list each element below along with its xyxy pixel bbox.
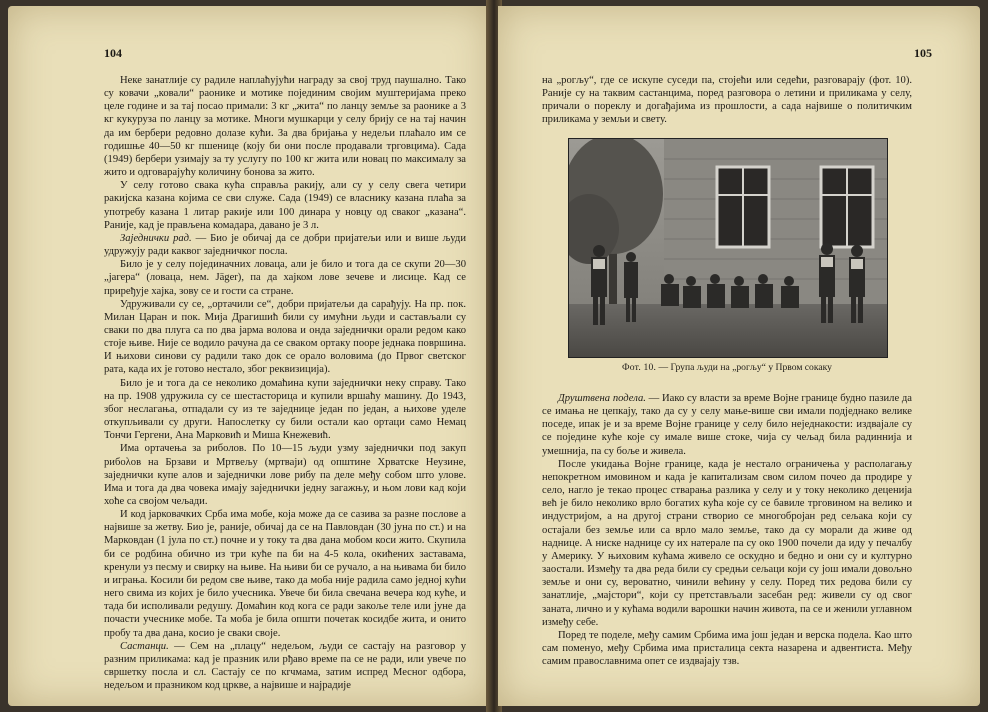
photo-illustration	[569, 139, 887, 357]
left-page	[8, 6, 490, 706]
paragraph-4: Било је у селу појединачних ловаца, али је било и тога да се скупи 20—30 „јагера“ (ловаца, нем. Jäger), па да хајком лове зечеве и лисице. Кад се приређује хајка, зову се и гости са стране.	[104, 259, 466, 297]
paragraph-2: У селу готово свака кућа справља ракију, али су у селу свега четири ракијска казана којима се сви служе. Сада (1949) се власнику казана плаћа за употребу казана 1 литар ракије или 100 динара у новцу од сваког „казана“. Раније, кад је прављена комадара, давано је 3 л.	[104, 180, 466, 231]
section-heading-joint-work: Заједнички рад.	[120, 232, 192, 244]
photo-group-of-men	[568, 138, 888, 358]
right-top-text	[542, 74, 912, 127]
paragraph-1: Неке занатлије су радиле наплаћујући награду за свој труд паушално. Тако су ковачи „ковали“ раонике и мотике појединим својим муштеријама преко целе године и за тај посао примали: 3 кг „жита“ по ланцу земље за раонике а 3 кг кукуруза по ланцу за мотике. Многи мушкарци у селу брију се на тај начин да им бербери редовно долазе кући. За два бријања у недељи плаћало им се годишње 40—50 кг пшенице (коју би они после продавали трговцима). Сада (1949) бербери узимају за ту услугу по 100 кг жита или новац по максималу за жито и одговарајућу количину бонова за жито.	[104, 75, 466, 179]
paragraph-8: И код јарковачких Срба има мобе, која може да се сазива за разне послове а највише за жетву. Био је, раније, обичај да се на Павловдан (30 јуна по ст.) и на Марковдан (1 јула по ст.) почне и у току та два дана мобом коси жито. Скупила би се родбина обично из три куће па би на 4-5 кола, окићених заставама, кренули уз песму и свирку на њиве. На њиви би се ручало, а на њивама би било и играња. Косили би редом све њиве, тако да моба није радила само једној кући него свима из којих је било учесника. Увече би била свечана вечера код куће, и тада би исполивали редушу. Домаћин код кога се ради закоље теле или јуне да почасти учеснике мобе. Та моба је била општи почетак косидбе жита, и онито пробу та два дана, косио је сваки своје.	[104, 509, 466, 639]
continued-paragraph: на „рогљу“, где се искупе суседи па, стојећи или седећи, разговарају (фот. 10). Раније су на таквим састанцима, поред разговора о летини и приликама у селу, причали о пореклу и догађајима из прошлости, а сада највише о политичким приликама у земљи и свету.	[542, 75, 912, 126]
caption-text: — Група људи на „рогљу“ у Првом сокаку	[656, 362, 832, 373]
paragraph-religious-division: Поред те поделе, међу самим Србима има још један и верска подела. Као што сам поменуо, међу Србима има присталица секта назарена и адвентиста. Међу самим православнима опет се издвајају тзв.	[542, 629, 912, 668]
paragraph-after-abolition: После укидања Војне границе, када је нестало ограничења у располагању непокретном имовином и када је капитализам свом силом почео да продире у село, нагло је текао процес стварања разлика у селу и у току неколико деценија већ је било неколико врло богатих кућа које су се бавиле трговином на велико и индустријом, а на другој страни створио се многобројан ред сељака који су остајали без земље или са врло мало земље, тако да су морали да живе од наднице. А ниске наднице су их натерале па су око 1900 почели да иду у печалбу у Америку. У њиховим кућама живело се оскудно и бедно и они су и културно заостали. Између та два реда били су средњи сељаци који су још имали довољно земље и они су, вероватно, чинили већину у селу. Поред тих редова били су занатлије, „мајстори“, који су претстављали засебан ред: живели су од свог заната, лично и у кућама водили варошки начин живота, па се и женили углавном између себе.	[542, 458, 912, 628]
photo-caption	[542, 362, 912, 373]
paragraph-6: Било је и тога да се неколико домаћина купи заједнички неку справу. Тако на пр. 1908 удружила су се шестасторица и купили вршаћу машину. До 1943, због неслагања, отпадали су из те заједнице један по један, а њихове уделе откупљивали су други. Напослетку су били остали као ортаци само Немац Тончи Гергени, Ана Марковић и Миша Кнежевић.	[104, 377, 466, 442]
page-number-left: 104	[104, 46, 122, 60]
right-page	[498, 6, 980, 706]
section-heading-social-division: Друштвена подела.	[558, 393, 646, 404]
paragraph-social-division: Друштвена подела. — Иако су власти за време Војне границе будно пазиле да се имања не цепкају, тако да су у селу мање-више сви имали подједнако велике поседе, ипак је и за време Војне границе у селу било неједнакости: издвајале су се поједине куће које су имале више стоке, чија су чељад била радиннија и умешнија, па су боље и живела.	[542, 393, 912, 457]
paragraph-5: Удруживали су се, „ортачили се“, добри пријатељи да сарађују. На пр. пок. Милан Царан и пок. Мија Драгишић били су имућни људи и састављали су сваки по два плуга са по два јарма волова и онда заједнички орали редом како стоје њиве. Није се водило рачуна да се свакoм ортаку поорe једнака површина. И њихови синови су радили тако док се орало воловима (до Првог светског рата, када их је готово нестало, због реквизиција).	[104, 298, 466, 376]
right-bottom-text	[542, 392, 912, 668]
page-number-right: 105	[914, 46, 932, 60]
paragraph-9: Састанци. — Сем на „плацу“ недељом, људи се састају на разговор у разним приликама: кад је празник или рђаво време па се не ради, или увече по свршетку посла и сл. Састају се по кrчмама, затим испред Месног одбора, недељом и празником код цркве, а највише и најрадије	[104, 640, 466, 692]
left-text-column	[104, 74, 466, 692]
paragraph-7: Има ортачења за риболов. По 10—15 људи узму заједнички под закуп рибολов на Брзави и Мртвељу (мртваји) од општине Хрватске Неузине, заједнички купе алов и заједнички лове рибу па деле међу собом што улове. Има и тога да два човека имају заједнички једну загажњу, и њом лови кад који хоће са својом чељади.	[104, 443, 466, 507]
section-heading-meetings: Састанци.	[120, 640, 169, 652]
paragraph-3: Заједнички рад. — Био је обичај да се добри пријатељи или и више људи удружују ради каквог заједничког посла.	[104, 232, 466, 258]
caption-label: Фот. 10.	[622, 362, 657, 373]
